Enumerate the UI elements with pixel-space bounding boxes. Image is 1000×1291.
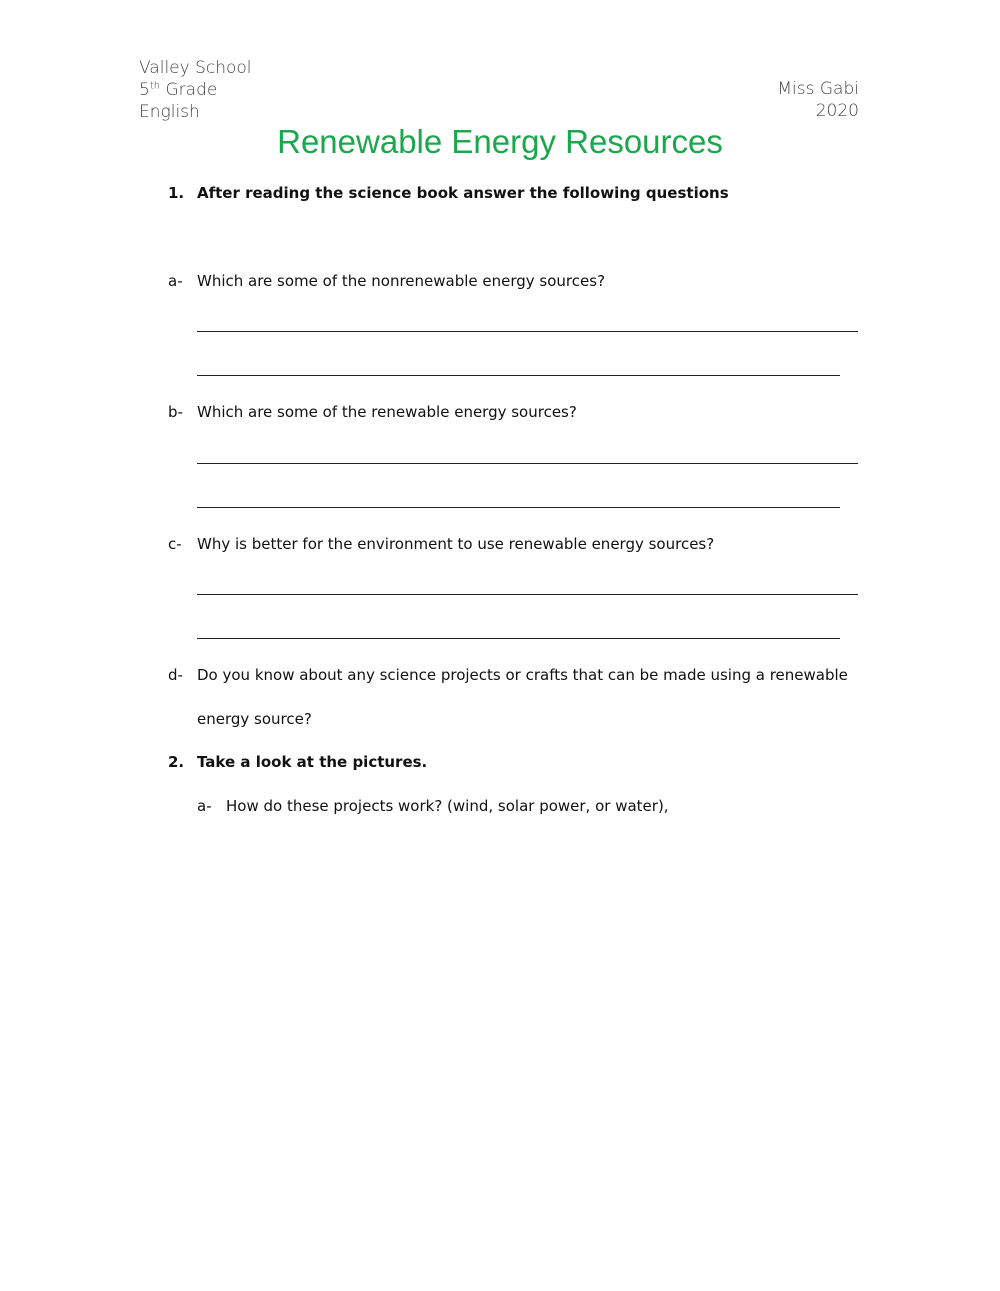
grade-word: Grade bbox=[165, 80, 218, 100]
section2-question-a-marker: a- bbox=[197, 797, 212, 815]
section2-question-a-text: How do these projects work? (wind, solar power, or water), bbox=[226, 797, 669, 815]
question-d-marker: d- bbox=[168, 666, 183, 684]
header-right bbox=[777, 78, 859, 122]
question-d-text: Do you know about any science projects or crafts that can be made using a renewable bbox=[197, 666, 848, 684]
answer-line-c2[interactable] bbox=[197, 638, 840, 639]
section2-number: 2. bbox=[168, 753, 185, 771]
year: 2020 bbox=[815, 101, 859, 121]
question-d-text-continued: energy source? bbox=[197, 710, 312, 728]
answer-line-b2[interactable] bbox=[197, 507, 840, 508]
teacher-name: Miss Gabi bbox=[777, 79, 859, 99]
question-b-text: Which are some of the renewable energy sources? bbox=[197, 403, 577, 421]
subject: English bbox=[139, 102, 200, 122]
section2-instruction: Take a look at the pictures. bbox=[197, 753, 428, 771]
question-a-marker: a- bbox=[168, 272, 183, 290]
page-title: Renewable Energy Resources bbox=[277, 123, 723, 160]
answer-line-a2[interactable] bbox=[197, 375, 840, 376]
grade-suffix: th bbox=[149, 80, 161, 92]
question-c-marker: c- bbox=[168, 535, 182, 553]
section1-number: 1. bbox=[168, 184, 185, 202]
answer-line-b1[interactable] bbox=[197, 463, 858, 464]
header-left bbox=[139, 57, 252, 123]
section1-instruction: After reading the science book answer the following questions bbox=[197, 184, 729, 202]
school-name: Valley School bbox=[139, 58, 252, 78]
question-c-text: Why is better for the environment to use renewable energy sources? bbox=[197, 535, 715, 553]
question-b-marker: b- bbox=[168, 403, 183, 421]
grade bbox=[139, 79, 252, 101]
question-a-text: Which are some of the nonrenewable energy sources? bbox=[197, 272, 606, 290]
answer-line-a1[interactable] bbox=[197, 331, 858, 332]
answer-line-c1[interactable] bbox=[197, 594, 858, 595]
grade-number: 5 bbox=[139, 80, 150, 100]
